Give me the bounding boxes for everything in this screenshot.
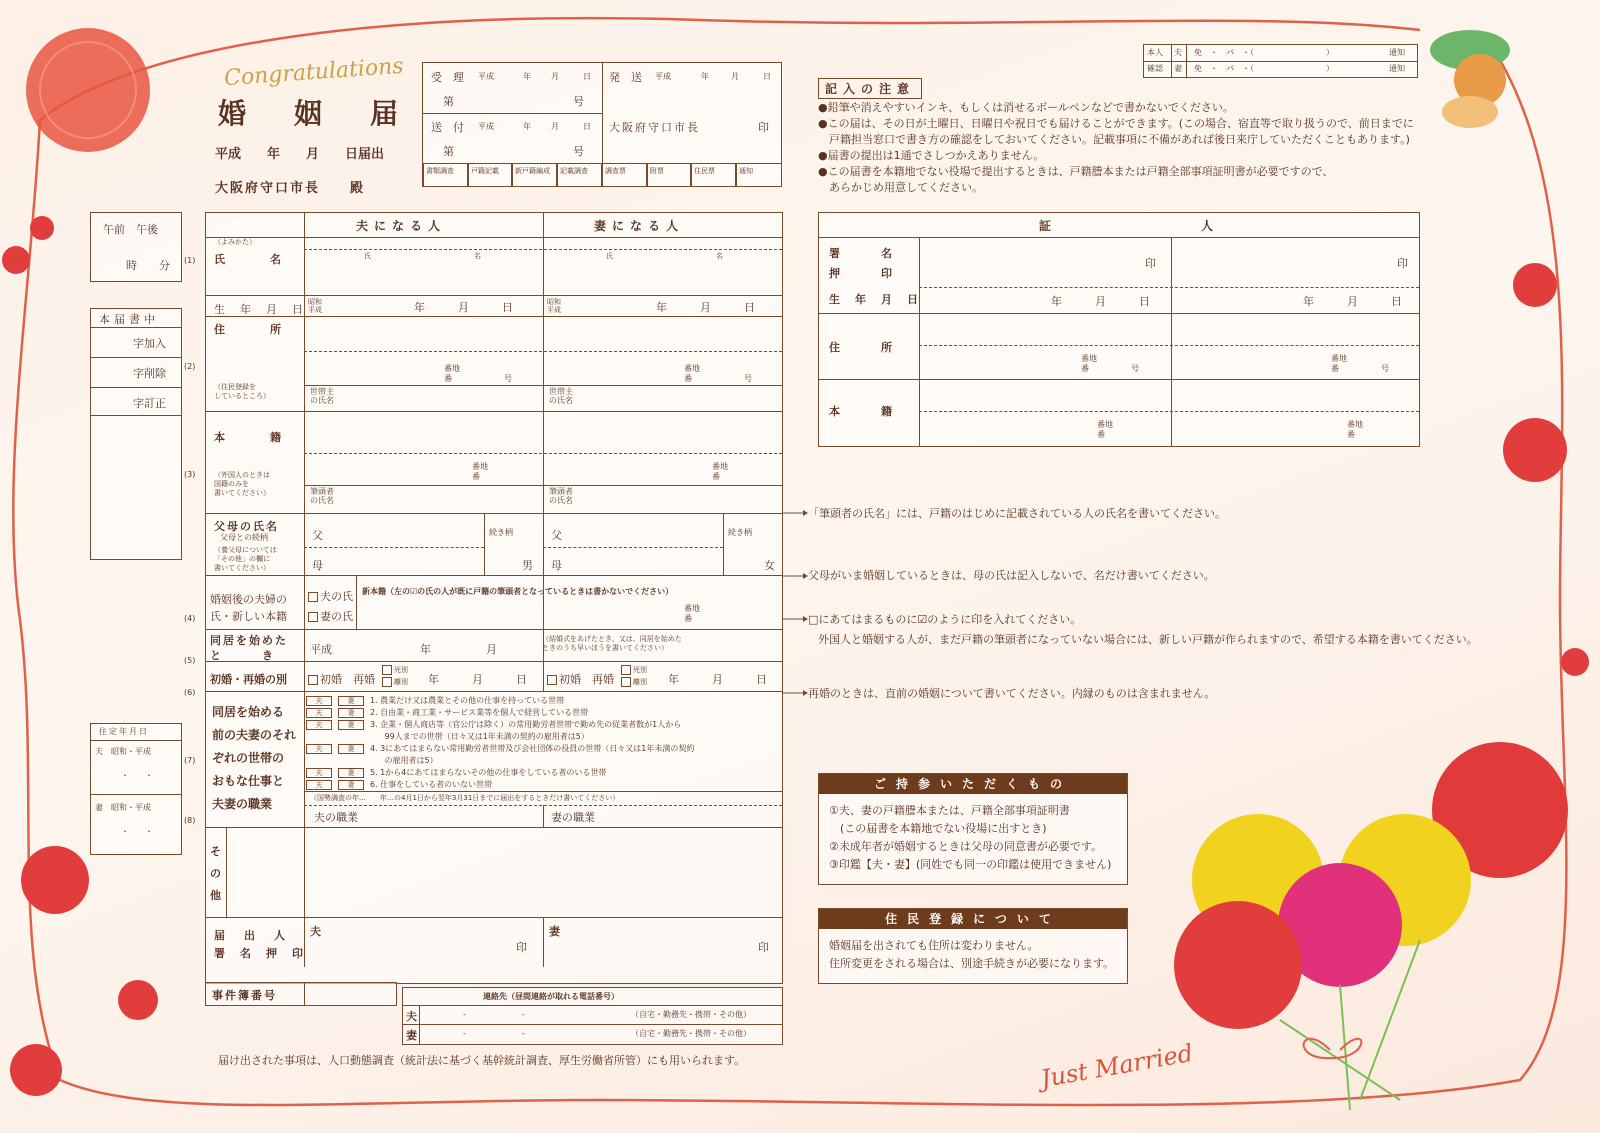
job-option-label: 99人までの世帯（日々又は1年未満の契約の雇用者は5） bbox=[374, 732, 589, 741]
res-wife: 妻 昭和・平成 bbox=[95, 803, 151, 812]
dispatch-label: 発 送 bbox=[609, 71, 642, 84]
wife-head-label: 筆頭者 の氏名 bbox=[549, 487, 573, 505]
job-wife-box[interactable]: 妻 bbox=[338, 744, 364, 754]
new-name-label: 婚姻後の夫婦の bbox=[210, 593, 287, 606]
wife-uji: 氏 bbox=[606, 252, 613, 260]
job-wife-box[interactable]: 妻 bbox=[338, 708, 364, 718]
notifier-label: 届 出 人 bbox=[214, 929, 289, 942]
husband-mei: 名 bbox=[474, 252, 481, 260]
yomi-label: （よみかた） bbox=[214, 238, 256, 246]
char-fix[interactable]: 字訂正 bbox=[133, 397, 166, 410]
side-note-foreign: 外国人と婚姻する人が、まだ戸籍の筆頭者になっていない場合には、新しい戸籍が作られますので、希望する本籍を書いてください。 bbox=[818, 633, 1478, 646]
bring-box bbox=[818, 773, 1128, 885]
job-husband-box[interactable]: 夫 bbox=[306, 720, 332, 730]
job-husband-box[interactable]: 夫 bbox=[306, 696, 332, 706]
time-ampm: 午前 午後 bbox=[103, 223, 158, 236]
note-line: ●この届は、その日が土曜日、日曜日や祝日でも届けることができます。(この場合、宿直等で取り扱うので、前日までに bbox=[818, 117, 1414, 130]
residence-title: 住民登録について bbox=[819, 909, 1127, 929]
foreign-note: （外国人のときは 国籍のみを 書いてください） bbox=[214, 471, 270, 497]
id-item-husband[interactable]: 免 ・ パ ・（ ） bbox=[1194, 48, 1334, 57]
other-label: そ の 他 bbox=[210, 845, 221, 902]
info-line: 婚姻届を出されても住所は変わりません。 bbox=[829, 939, 1039, 952]
row-number: (7) bbox=[184, 756, 196, 765]
cohab-label: 同居を始めた bbox=[210, 634, 288, 647]
ban-label: 番 bbox=[1347, 430, 1355, 439]
husband-uji-check[interactable]: 夫の氏 bbox=[308, 588, 353, 604]
parents-note: （養父母については 「その他」の欄に 書いてください） bbox=[214, 546, 277, 572]
husband-marriage-date[interactable]: 年 月 日 bbox=[428, 673, 527, 686]
job-husband-box[interactable]: 夫 bbox=[306, 780, 332, 790]
cohab-label-2: と き bbox=[210, 649, 275, 662]
witness-seal-label: 押 印 bbox=[829, 267, 894, 280]
just-married-script: Just Married bbox=[1038, 1038, 1196, 1094]
wife-mother-label: 母 bbox=[551, 559, 562, 572]
receipt-cell-label: 附票 bbox=[650, 167, 664, 175]
year-label: 年 bbox=[701, 72, 709, 81]
job-husband-box[interactable]: 夫 bbox=[306, 768, 332, 778]
row-number: (1) bbox=[184, 256, 196, 265]
banchi-label: 番地 bbox=[1097, 420, 1113, 429]
row-number: (8) bbox=[184, 816, 196, 825]
cohab-date-field[interactable]: 平成 年 月 bbox=[310, 643, 497, 656]
note-line: ●鉛筆や消えやすいインキ、もしくは消せるボールペンなどで書かないでください。 bbox=[818, 101, 1234, 114]
showa-label: 昭和 bbox=[308, 298, 322, 306]
husband-uji: 氏 bbox=[364, 252, 371, 260]
receipt-cell-label: 記載調査 bbox=[560, 167, 588, 175]
wife-birth-field[interactable]: 年 月 日 bbox=[656, 301, 755, 314]
wife-job-label[interactable]: 妻の職業 bbox=[551, 811, 595, 824]
notifier-wife: 妻 bbox=[549, 925, 560, 938]
id-wife-label: 妻 bbox=[1174, 64, 1182, 73]
wife-father-label: 父 bbox=[551, 529, 562, 542]
info-line: ①夫、妻の戸籍謄本または、戸籍全部事項証明書 bbox=[829, 804, 1070, 817]
receipt-cell-label: 書類調査 bbox=[426, 167, 454, 175]
wife-death-check[interactable]: 死別 bbox=[621, 665, 647, 675]
side-note-check: □にあてはまるものに☑のように印を入れてください。 bbox=[808, 613, 1082, 626]
side-note-remarry: 再婚のときは、直前の婚姻について書いてください。内縁のものは含まれません。 bbox=[808, 687, 1216, 700]
notifier-wife-seal[interactable]: 印 bbox=[758, 941, 769, 954]
female-label: 女 bbox=[764, 559, 775, 572]
go-label: 号 bbox=[573, 95, 584, 108]
bring-title: ご持参いただくもの bbox=[819, 774, 1127, 794]
witness2-seal[interactable]: 印 bbox=[1397, 257, 1408, 270]
res-wife-date[interactable]: ・ ・ bbox=[121, 827, 153, 836]
address-label: 住 所 bbox=[214, 323, 284, 336]
char-del[interactable]: 字削除 bbox=[133, 367, 166, 380]
witness1-birth[interactable]: 年 月 日 bbox=[1051, 295, 1150, 308]
husband-head-label: 筆頭者 の氏名 bbox=[310, 487, 334, 505]
contact-husband: 夫 bbox=[406, 1010, 417, 1023]
correction-title: 本届書中 bbox=[99, 313, 159, 326]
case-number-label: 事件簿番号 bbox=[212, 989, 277, 1002]
note-line: あらかじめ用意してください。 bbox=[818, 181, 983, 194]
job-title-line: おもな仕事と bbox=[212, 774, 285, 788]
job-option-label: の雇用者は5） bbox=[374, 756, 438, 765]
witness2-birth[interactable]: 年 月 日 bbox=[1303, 295, 1402, 308]
id-label-bottom: 確認 bbox=[1147, 64, 1163, 73]
husband-marriage-type[interactable]: 初婚 再婚 bbox=[308, 671, 375, 687]
job-wife-box[interactable]: 妻 bbox=[338, 768, 364, 778]
banchi-label: 番地 bbox=[1347, 420, 1363, 429]
info-line: ③印鑑【夫・妻】(同姓でも同一の印鑑は使用できません) bbox=[829, 858, 1112, 871]
id-item-wife[interactable]: 免 ・ パ ・（ ） bbox=[1194, 64, 1334, 73]
residence-list bbox=[829, 937, 1114, 973]
job-husband-box[interactable]: 夫 bbox=[306, 708, 332, 718]
wife-marriage-date[interactable]: 年 月 日 bbox=[668, 673, 767, 686]
wife-relation-label: 続き柄 bbox=[728, 528, 752, 537]
contact-wife-phone[interactable]: - - bbox=[463, 1029, 525, 1038]
page-title: 婚 姻 届 bbox=[218, 97, 409, 130]
row-number: (3) bbox=[184, 470, 196, 479]
notes-title: 記入の注意 bbox=[818, 78, 922, 99]
husband-job-label[interactable]: 夫の職業 bbox=[314, 811, 358, 824]
job-wife-box[interactable]: 妻 bbox=[338, 780, 364, 790]
row-number: (6) bbox=[184, 688, 196, 697]
received-label: 受 理 bbox=[431, 71, 464, 84]
mayor-label: 大阪府守口市長 bbox=[609, 121, 700, 134]
receipt-cell-label: 住民票 bbox=[694, 167, 715, 175]
contact-husband-type: （自宅・勤務先・携帯・その他） bbox=[631, 1010, 751, 1019]
job-option-label: 5. 1から4にあてはまらないその他の仕事をしている者のいる世帯 bbox=[370, 768, 607, 777]
day-label: 日 bbox=[763, 72, 771, 81]
id-notice-husband: 通知 bbox=[1389, 48, 1405, 57]
census-note: （国勢調査の年… 年…の4月1日から翌年3月31日までに届出をするときだけ書いてください） bbox=[310, 794, 620, 802]
job-option-label: 2. 自由業・商工業・サービス業等を個人で経営している世帯 bbox=[370, 708, 589, 717]
ban-label: 番 bbox=[444, 374, 452, 383]
address-note: （住民登録を しているところ） bbox=[214, 383, 270, 400]
banchi-label: 番地 bbox=[1331, 354, 1347, 363]
husband-mother-label: 母 bbox=[312, 559, 323, 572]
cohab-note: （結婚式をあげたとき、又は、同居を始めた ときのうち早いほうを書いてください） bbox=[542, 635, 682, 652]
wife-column-header: 妻になる人 bbox=[594, 219, 685, 233]
go-label: 号 bbox=[504, 374, 512, 383]
job-option-label: 4. 3にあてはまらない常用勤労者世帯及び会社団体の役員の世帯（日々又は1年未満の契約 bbox=[370, 744, 695, 753]
ban-label: 番 bbox=[1331, 364, 1339, 373]
number-label: 第 bbox=[443, 145, 454, 158]
sent-label: 送 付 bbox=[431, 121, 464, 134]
go-label: 号 bbox=[1381, 364, 1389, 373]
receipt-cell-label: 通知 bbox=[739, 167, 753, 175]
go-label: 号 bbox=[1131, 364, 1139, 373]
job-title-line: ぞれの世帯の bbox=[212, 751, 285, 765]
showa-label: 昭和 bbox=[547, 298, 561, 306]
res-husband-date[interactable]: ・ ・ bbox=[121, 771, 153, 780]
res-date-title: 住定年月日 bbox=[99, 727, 149, 736]
year-label: 年 bbox=[523, 72, 531, 81]
wife-uji-check[interactable]: 妻の氏 bbox=[308, 608, 353, 624]
honseki-label: 本 籍 bbox=[214, 431, 284, 444]
info-line: (この届書を本籍地でない役場に出すとき) bbox=[829, 822, 1047, 835]
month-label: 月 bbox=[731, 72, 739, 81]
contact-wife: 妻 bbox=[406, 1029, 417, 1042]
husband-column-header: 夫になる人 bbox=[356, 219, 447, 233]
date-line: 平成 年 月 日届出 bbox=[215, 147, 385, 162]
res-husband: 夫 昭和・平成 bbox=[95, 747, 151, 756]
note-line: ●この届書を本籍地でない役場で提出するときは、戸籍謄本または戸籍全部事項証明書が必要ですので、 bbox=[818, 165, 1334, 178]
witness-title: 証 人 bbox=[1039, 219, 1220, 233]
witness1-seal[interactable]: 印 bbox=[1145, 257, 1156, 270]
husband-household-label: 世帯主 の氏名 bbox=[310, 387, 334, 405]
wife-mei: 名 bbox=[716, 252, 723, 260]
witness-address-label: 住 所 bbox=[829, 341, 894, 354]
husband-father-label: 父 bbox=[312, 529, 323, 542]
job-option-label: 3. 企業・個人商店等（官公庁は除く）の常用勤労者世帯で勤め先の従業者数が1人から bbox=[370, 720, 682, 729]
heisei-label: 平成 bbox=[547, 306, 561, 314]
time-hm[interactable]: 時 分 bbox=[126, 259, 170, 272]
row-number: (2) bbox=[184, 362, 196, 371]
wife-marriage-type[interactable]: 初婚 再婚 bbox=[547, 671, 614, 687]
banchi-label: 番地 bbox=[684, 604, 700, 613]
office-line: 大阪府守口市長 殿 bbox=[215, 181, 366, 196]
day-label: 日 bbox=[583, 122, 591, 131]
job-title-line: 同居を始める bbox=[212, 705, 285, 719]
footer-note: 届け出された事項は、人口動態調査（統計法に基づく基幹統計調査、厚生労働省所管）にも用いられます。 bbox=[218, 1054, 746, 1067]
contact-title: 連絡先（昼間連絡が取れる電話番号） bbox=[483, 992, 619, 1001]
notifier-husband: 夫 bbox=[310, 925, 321, 938]
era-label: 平成 bbox=[478, 122, 494, 131]
contact-wife-type: （自宅・勤務先・携帯・その他） bbox=[631, 1029, 751, 1038]
new-honseki-label: 新本籍（左の☑の氏の人が既に戸籍の筆頭者となっているときは書かないでください） bbox=[362, 587, 674, 596]
receipt-cell-label: 調査票 bbox=[605, 167, 626, 175]
parents-label: 父母の氏名 bbox=[214, 520, 279, 533]
side-note-parents: 父母がいま婚姻しているときは、母の氏は記入しないで、名だけ書いてください。 bbox=[808, 569, 1215, 582]
ban-label: 番 bbox=[1097, 430, 1105, 439]
id-notice-wife: 通知 bbox=[1389, 64, 1405, 73]
receipt-cell-label: 戸籍記載 bbox=[471, 167, 499, 175]
congratulations-script: Congratulations bbox=[223, 53, 405, 92]
char-add[interactable]: 字加入 bbox=[133, 337, 166, 350]
job-wife-box[interactable]: 妻 bbox=[338, 720, 364, 730]
notifier-husband-seal[interactable]: 印 bbox=[516, 941, 527, 954]
info-line: 住所変更をされる場合は、別途手続きが必要になります。 bbox=[829, 957, 1115, 970]
banchi-label: 番地 bbox=[472, 462, 488, 471]
year-label: 年 bbox=[523, 122, 531, 131]
job-title-line: 夫妻の職業 bbox=[212, 797, 273, 811]
wife-divorce-check[interactable]: 離別 bbox=[621, 677, 647, 687]
banchi-label: 番地 bbox=[712, 462, 728, 471]
note-line: 戸籍担当窓口で書き方の確認をしておいてください。記載事項に不備があれば後日来庁していただくこともあります。) bbox=[818, 133, 1410, 146]
ban-label: 番 bbox=[1081, 364, 1089, 373]
row-number: (4) bbox=[184, 614, 196, 623]
heisei-label: 平成 bbox=[308, 306, 322, 314]
husband-relation-label: 続き柄 bbox=[489, 528, 513, 537]
banchi-label: 番地 bbox=[444, 364, 460, 373]
job-title-line: 前の夫妻のそれ bbox=[212, 728, 297, 742]
residence-box bbox=[818, 908, 1128, 984]
id-label-top: 本人 bbox=[1147, 48, 1163, 57]
ban-label: 番 bbox=[684, 614, 692, 623]
witness-sign-label: 署 名 bbox=[829, 247, 894, 260]
first-marriage-label: 初婚・再婚の別 bbox=[210, 673, 287, 686]
husband-divorce-check[interactable]: 離別 bbox=[382, 677, 408, 687]
wife-household-label: 世帯主 の氏名 bbox=[549, 387, 573, 405]
parents-relation-label: 父母との続柄 bbox=[220, 533, 268, 542]
month-label: 月 bbox=[551, 122, 559, 131]
go-label: 号 bbox=[744, 374, 752, 383]
month-label: 月 bbox=[551, 72, 559, 81]
new-name-label-2: 氏・新しい本籍 bbox=[210, 610, 287, 623]
id-husband-label: 夫 bbox=[1174, 48, 1182, 57]
husband-death-check[interactable]: 死別 bbox=[382, 665, 408, 675]
receipt-cell-label: 新戸籍編成 bbox=[515, 167, 550, 175]
seal-label: 印 bbox=[758, 121, 769, 134]
number-label: 第 bbox=[443, 95, 454, 108]
job-option-label: 6. 仕事をしている者のいない世帯 bbox=[370, 780, 493, 789]
birth-label: 生 年 月 日 bbox=[214, 303, 305, 316]
male-label: 男 bbox=[522, 559, 533, 572]
note-line: ●届書の提出は1通でさしつかえありません。 bbox=[818, 149, 1045, 162]
go-label: 号 bbox=[573, 145, 584, 158]
day-label: 日 bbox=[583, 72, 591, 81]
row-number: (5) bbox=[184, 656, 196, 665]
job-wife-box[interactable]: 妻 bbox=[338, 696, 364, 706]
banchi-label: 番地 bbox=[1081, 354, 1097, 363]
ban-label: 番 bbox=[472, 472, 480, 481]
side-note-head: 「筆頭者の氏名」には、戸籍のはじめに記載されている人の氏名を書いてください。 bbox=[808, 507, 1226, 520]
banchi-label: 番地 bbox=[684, 364, 700, 373]
job-husband-box[interactable]: 夫 bbox=[306, 744, 332, 754]
ban-label: 番 bbox=[712, 472, 720, 481]
husband-birth-field[interactable]: 年 月 日 bbox=[414, 301, 513, 314]
witness-honseki-label: 本 籍 bbox=[829, 405, 894, 418]
info-line: ②未成年者が婚姻するときは父母の同意書が必要です。 bbox=[829, 840, 1102, 853]
job-option-label: 1. 農業だけ又は農業とその他の仕事を持っている世帯 bbox=[370, 696, 565, 705]
notifier-label-2: 署 名 押 印 bbox=[214, 947, 305, 960]
name-label: 氏 名 bbox=[214, 253, 284, 266]
era-label: 平成 bbox=[655, 72, 671, 81]
witness-birth-label: 生 年 月 日 bbox=[829, 293, 920, 306]
era-label: 平成 bbox=[478, 72, 494, 81]
bring-list bbox=[829, 802, 1111, 874]
contact-husband-phone[interactable]: - - bbox=[463, 1010, 525, 1019]
ban-label: 番 bbox=[684, 374, 692, 383]
